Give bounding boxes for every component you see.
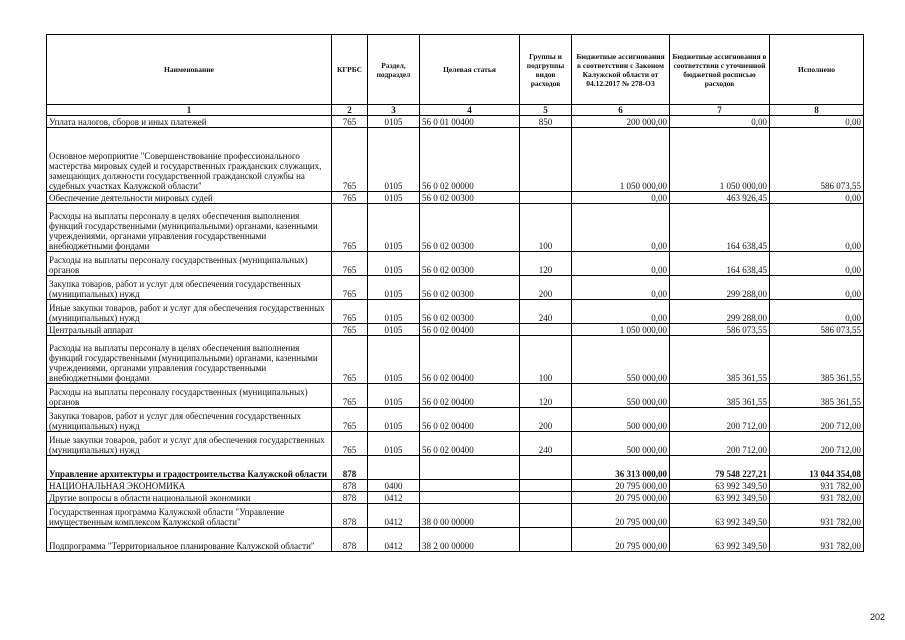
row-target-cell: 56 0 02 00300 xyxy=(420,252,520,276)
row-kgrbs-cell: 878 xyxy=(332,456,368,480)
column-number: 4 xyxy=(420,105,520,116)
row-executed-amount-cell: 586 073,55 xyxy=(770,128,864,192)
table-row xyxy=(47,504,864,528)
table-row xyxy=(47,300,864,324)
row-law-amount-cell: 20 795 000,00 xyxy=(572,504,670,528)
row-law-amount-cell: 20 795 000,00 xyxy=(572,480,670,492)
header-executed: Исполнено xyxy=(770,35,864,105)
row-section-cell: 0105 xyxy=(368,116,420,128)
row-target-cell: 56 0 02 00400 xyxy=(420,384,520,408)
row-group-cell: 200 xyxy=(520,408,572,432)
row-refined-amount-cell: 63 992 349,50 xyxy=(670,504,770,528)
row-refined-amount-cell: 200 712,00 xyxy=(670,432,770,456)
row-refined-amount-cell: 299 288,00 xyxy=(670,276,770,300)
row-name-cell: Управление архитектуры и градостроительства Калужской области xyxy=(47,456,332,480)
row-refined-amount-cell: 299 288,00 xyxy=(670,300,770,324)
row-refined-amount-cell: 385 361,55 xyxy=(670,384,770,408)
row-name-cell: Обеспечение деятельности мировых судей xyxy=(47,192,332,204)
row-target-cell: 56 0 01 00400 xyxy=(420,116,520,128)
row-law-amount-cell: 0,00 xyxy=(572,192,670,204)
row-group-cell: 240 xyxy=(520,432,572,456)
table-row xyxy=(47,528,864,552)
row-name-cell: Основное мероприятие "Совершенствование профессионального мастерства мировых судей и государственных гражданских служащих, замещающих должности государственной гражданской службы на судебных участках Калужской области" xyxy=(47,128,332,192)
table-row xyxy=(47,480,864,492)
row-kgrbs-cell: 878 xyxy=(332,528,368,552)
row-name-cell: Расходы на выплаты персоналу государственных (муниципальных) органов xyxy=(47,384,332,408)
row-target-cell xyxy=(420,480,520,492)
row-refined-amount-cell: 200 712,00 xyxy=(670,408,770,432)
row-name-cell: Уплата налогов, сборов и иных платежей xyxy=(47,116,332,128)
row-law-amount-cell: 0,00 xyxy=(572,204,670,252)
row-target-cell: 56 0 02 00300 xyxy=(420,276,520,300)
row-section-cell: 0105 xyxy=(368,128,420,192)
row-section-cell: 0400 xyxy=(368,480,420,492)
row-group-cell xyxy=(520,192,572,204)
row-name-cell: Расходы на выплаты персоналу в целях обеспечения выполнения функций государственными (муниципальными) органами, казенными учреждениями, органами управления государственными внебюджетными фондами xyxy=(47,204,332,252)
row-executed-amount-cell: 586 073,55 xyxy=(770,324,864,336)
row-group-cell xyxy=(520,456,572,480)
row-executed-amount-cell: 0,00 xyxy=(770,300,864,324)
header-kgrbs: КГРБС xyxy=(332,35,368,105)
row-law-amount-cell: 20 795 000,00 xyxy=(572,492,670,504)
row-target-cell: 56 0 02 00400 xyxy=(420,432,520,456)
row-section-cell: 0105 xyxy=(368,336,420,384)
column-number-row xyxy=(47,105,864,116)
row-executed-amount-cell: 931 782,00 xyxy=(770,504,864,528)
row-group-cell xyxy=(520,528,572,552)
row-target-cell: 56 0 02 00000 xyxy=(420,128,520,192)
row-name-cell: Подпрограмма "Территориальное планирование Калужской области" xyxy=(47,528,332,552)
row-group-cell xyxy=(520,128,572,192)
budget-table xyxy=(46,34,864,552)
row-target-cell xyxy=(420,456,520,480)
row-kgrbs-cell: 765 xyxy=(332,192,368,204)
header-law-allocations: Бюджетные ассигнования в соответствии с Законом Калужской области от 04.12.2017 № 278-ОЗ xyxy=(572,35,670,105)
row-executed-amount-cell: 0,00 xyxy=(770,204,864,252)
row-kgrbs-cell: 765 xyxy=(332,324,368,336)
row-section-cell xyxy=(368,456,420,480)
row-kgrbs-cell: 878 xyxy=(332,492,368,504)
row-name-cell: Центральный аппарат xyxy=(47,324,332,336)
row-name-cell: Другие вопросы в области национальной экономики xyxy=(47,492,332,504)
row-group-cell: 120 xyxy=(520,384,572,408)
table-row xyxy=(47,384,864,408)
column-number: 8 xyxy=(770,105,864,116)
row-name-cell: НАЦИОНАЛЬНАЯ ЭКОНОМИКА xyxy=(47,480,332,492)
row-section-cell: 0105 xyxy=(368,192,420,204)
row-refined-amount-cell: 164 638,45 xyxy=(670,204,770,252)
table-row xyxy=(47,276,864,300)
row-group-cell: 240 xyxy=(520,300,572,324)
row-section-cell: 0412 xyxy=(368,492,420,504)
table-row xyxy=(47,192,864,204)
row-section-cell: 0105 xyxy=(368,384,420,408)
row-executed-amount-cell: 200 712,00 xyxy=(770,432,864,456)
row-target-cell: 38 0 00 00000 xyxy=(420,504,520,528)
row-section-cell: 0105 xyxy=(368,276,420,300)
row-executed-amount-cell: 385 361,55 xyxy=(770,384,864,408)
header-name: Наименование xyxy=(47,35,332,105)
row-group-cell xyxy=(520,492,572,504)
header-refined-allocations: Бюджетные ассигнования в соответствии с уточненной бюджетной росписью расходов xyxy=(670,35,770,105)
row-executed-amount-cell: 200 712,00 xyxy=(770,408,864,432)
row-group-cell: 850 xyxy=(520,116,572,128)
row-kgrbs-cell: 765 xyxy=(332,276,368,300)
table-body xyxy=(47,116,864,552)
column-number: 3 xyxy=(368,105,420,116)
row-group-cell: 200 xyxy=(520,276,572,300)
row-kgrbs-cell: 765 xyxy=(332,408,368,432)
row-executed-amount-cell: 0,00 xyxy=(770,192,864,204)
row-group-cell xyxy=(520,324,572,336)
row-refined-amount-cell: 1 050 000,00 xyxy=(670,128,770,192)
row-group-cell: 100 xyxy=(520,204,572,252)
table-row xyxy=(47,408,864,432)
column-number: 2 xyxy=(332,105,368,116)
row-executed-amount-cell: 13 044 354,08 xyxy=(770,456,864,480)
row-executed-amount-cell: 385 361,55 xyxy=(770,336,864,384)
row-section-cell: 0105 xyxy=(368,432,420,456)
row-group-cell xyxy=(520,480,572,492)
row-refined-amount-cell: 63 992 349,50 xyxy=(670,480,770,492)
row-kgrbs-cell: 765 xyxy=(332,336,368,384)
header-row xyxy=(47,35,864,105)
row-law-amount-cell: 0,00 xyxy=(572,252,670,276)
row-kgrbs-cell: 765 xyxy=(332,204,368,252)
row-refined-amount-cell: 385 361,55 xyxy=(670,336,770,384)
table-row xyxy=(47,336,864,384)
row-law-amount-cell: 550 000,00 xyxy=(572,336,670,384)
row-section-cell: 0412 xyxy=(368,528,420,552)
row-kgrbs-cell: 878 xyxy=(332,480,368,492)
row-executed-amount-cell: 931 782,00 xyxy=(770,492,864,504)
row-refined-amount-cell: 63 992 349,50 xyxy=(670,528,770,552)
row-name-cell: Иные закупки товаров, работ и услуг для обеспечения государственных (муниципальных) нужд xyxy=(47,300,332,324)
row-target-cell: 56 0 02 00400 xyxy=(420,336,520,384)
row-name-cell: Государственная программа Калужской области "Управление имущественным комплексом Калужской области" xyxy=(47,504,332,528)
row-kgrbs-cell: 765 xyxy=(332,252,368,276)
row-name-cell: Закупка товаров, работ и услуг для обеспечения государственных (муниципальных) нужд xyxy=(47,276,332,300)
table-row xyxy=(47,116,864,128)
column-number: 5 xyxy=(520,105,572,116)
row-name-cell: Иные закупки товаров, работ и услуг для обеспечения государственных (муниципальных) нужд xyxy=(47,432,332,456)
header-section: Раздел, подраздел xyxy=(368,35,420,105)
row-target-cell: 56 0 02 00300 xyxy=(420,204,520,252)
header-expense-group: Группы и подгруппы видов расходов xyxy=(520,35,572,105)
row-law-amount-cell: 500 000,00 xyxy=(572,432,670,456)
row-refined-amount-cell: 63 992 349,50 xyxy=(670,492,770,504)
table-row xyxy=(47,252,864,276)
table-row xyxy=(47,456,864,480)
row-law-amount-cell: 500 000,00 xyxy=(572,408,670,432)
row-law-amount-cell: 1 050 000,00 xyxy=(572,128,670,192)
row-refined-amount-cell: 164 638,45 xyxy=(670,252,770,276)
row-section-cell: 0105 xyxy=(368,324,420,336)
row-law-amount-cell: 0,00 xyxy=(572,276,670,300)
row-name-cell: Расходы на выплаты персоналу в целях обеспечения выполнения функций государственными (муниципальными) органами, казенными учреждениями, органами управления государственными внебюджетными фондами xyxy=(47,336,332,384)
row-executed-amount-cell: 931 782,00 xyxy=(770,480,864,492)
table-row xyxy=(47,324,864,336)
row-law-amount-cell: 20 795 000,00 xyxy=(572,528,670,552)
row-law-amount-cell: 36 313 000,00 xyxy=(572,456,670,480)
row-target-cell: 56 0 02 00400 xyxy=(420,408,520,432)
row-target-cell: 56 0 02 00300 xyxy=(420,300,520,324)
row-name-cell: Закупка товаров, работ и услуг для обеспечения государственных (муниципальных) нужд xyxy=(47,408,332,432)
row-group-cell xyxy=(520,504,572,528)
row-section-cell: 0412 xyxy=(368,504,420,528)
row-kgrbs-cell: 878 xyxy=(332,504,368,528)
row-refined-amount-cell: 586 073,55 xyxy=(670,324,770,336)
row-law-amount-cell: 200 000,00 xyxy=(572,116,670,128)
row-law-amount-cell: 550 000,00 xyxy=(572,384,670,408)
row-kgrbs-cell: 765 xyxy=(332,432,368,456)
row-executed-amount-cell: 0,00 xyxy=(770,252,864,276)
row-kgrbs-cell: 765 xyxy=(332,300,368,324)
row-law-amount-cell: 0,00 xyxy=(572,300,670,324)
row-group-cell: 120 xyxy=(520,252,572,276)
table-row xyxy=(47,128,864,192)
column-number: 6 xyxy=(572,105,670,116)
row-section-cell: 0105 xyxy=(368,408,420,432)
row-refined-amount-cell: 463 926,45 xyxy=(670,192,770,204)
table-row xyxy=(47,492,864,504)
column-number: 7 xyxy=(670,105,770,116)
row-kgrbs-cell: 765 xyxy=(332,116,368,128)
row-kgrbs-cell: 765 xyxy=(332,384,368,408)
header-target: Целевая статья xyxy=(420,35,520,105)
row-section-cell: 0105 xyxy=(368,252,420,276)
row-target-cell xyxy=(420,492,520,504)
table-row xyxy=(47,204,864,252)
row-executed-amount-cell: 0,00 xyxy=(770,276,864,300)
row-name-cell: Расходы на выплаты персоналу государственных (муниципальных) органов xyxy=(47,252,332,276)
table-row xyxy=(47,432,864,456)
row-section-cell: 0105 xyxy=(368,204,420,252)
row-target-cell: 56 0 02 00300 xyxy=(420,192,520,204)
page-number: 202 xyxy=(869,612,885,622)
row-section-cell: 0105 xyxy=(368,300,420,324)
row-refined-amount-cell: 79 548 227,21 xyxy=(670,456,770,480)
row-target-cell: 38 2 00 00000 xyxy=(420,528,520,552)
column-number: 1 xyxy=(47,105,332,116)
row-refined-amount-cell: 0,00 xyxy=(670,116,770,128)
row-executed-amount-cell: 0,00 xyxy=(770,116,864,128)
row-law-amount-cell: 1 050 000,00 xyxy=(572,324,670,336)
row-executed-amount-cell: 931 782,00 xyxy=(770,528,864,552)
row-kgrbs-cell: 765 xyxy=(332,128,368,192)
row-group-cell: 100 xyxy=(520,336,572,384)
row-target-cell: 56 0 02 00400 xyxy=(420,324,520,336)
